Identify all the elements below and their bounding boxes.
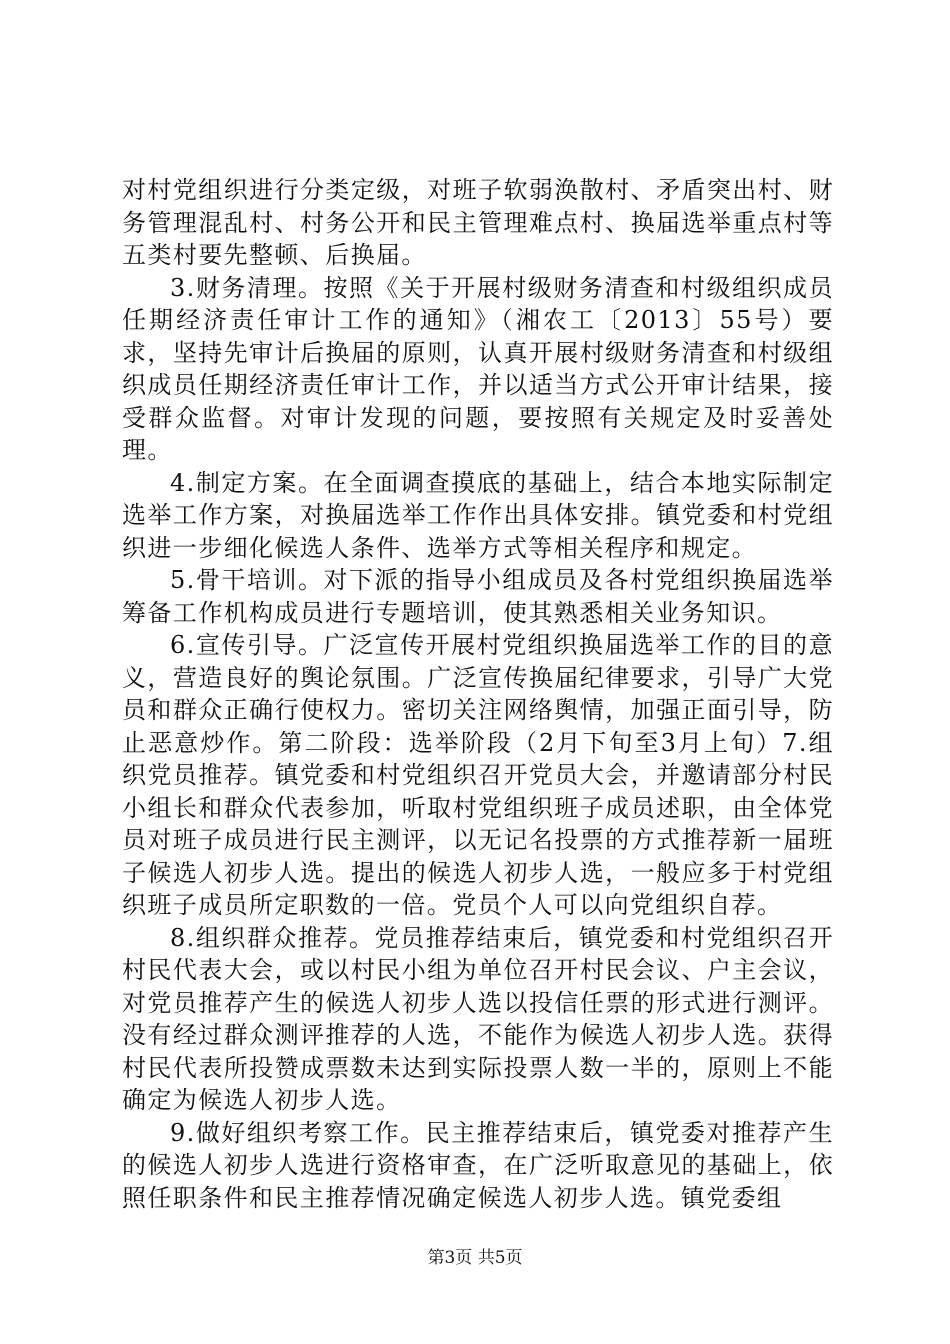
paragraph-1: 对村党组织进行分类定级，对班子软弱涣散村、矛盾突出村、财务管理混乱村、村务公开和民主管理难点村、换届选举重点村等五类村要先整顿、后换届。 xyxy=(122,176,834,269)
paragraph-2: 3.财务清理。按照《关于开展村级财务清查和村级组织成员任期经济责任审计工作的通知》（湘农工〔2013〕55号）要求，坚持先审计后换届的原则，认真开展村级财务清查和村级组织成员任期经济责任审计工作，并以适当方式公开审计结果，接受群众监督。对审计发现的问题，要按照有关规定及时妥善处理。 xyxy=(122,273,834,464)
document-body xyxy=(122,174,834,1214)
paragraph-7: 9.做好组织考察工作。民主推荐结束后，镇党委对推荐产生的候选人初步人选进行资格审查，在广泛听取意见的基础上，依照任职条件和民主推荐情况确定候选人初步人选。镇党委组 xyxy=(122,1118,834,1212)
paragraph-4: 5.骨干培训。对下派的指导小组成员及各村党组织换届选举筹备工作机构成员进行专题培训，使其熟悉相关业务知识。 xyxy=(122,566,834,627)
paragraph-5: 6.宣传引导。广泛宣传开展村党组织换届选举工作的目的意义，营造良好的舆论氛围。广泛宣传换届纪律要求，引导广大党员和群众正确行使权力。密切关注网络舆情，加强正面引导，防止恶意炒作。第二阶段：选举阶段（2月下旬至3月上旬）7.组织党员推荐。镇党委和村党组织召开党员大会，并邀请部分村民小组长和群众代表参加，听取村党组织班子成员述职，由全体党员对班子成员进行民主测评，以无记名投票的方式推荐新一届班子候选人初步人选。提出的候选人初步人选，一般应多于村党组织班子成员所定职数的一倍。党员个人可以向党组织自荐。 xyxy=(122,631,834,919)
page-footer: 第3页 共5页 xyxy=(427,1248,523,1268)
paragraph-3: 4.制定方案。在全面调查摸底的基础上，结合本地实际制定选举工作方案，对换届选举工作作出具体安排。镇党委和村党组织进一步细化候选人条件、选举方式等相关程序和规定。 xyxy=(122,468,834,562)
paragraph-6: 8.组织群众推荐。党员推荐结束后，镇党委和村党组织召开村民代表大会，或以村民小组为单位召开村民会议、户主会议，对党员推荐产生的候选人初步人选以投信任票的形式进行测评。没有经过群众测评推荐的人选，不能作为候选人初步人选。获得村民代表所投赞成票数未达到实际投票人数一半的，原则上不能确定为候选人初步人选。 xyxy=(122,923,834,1114)
